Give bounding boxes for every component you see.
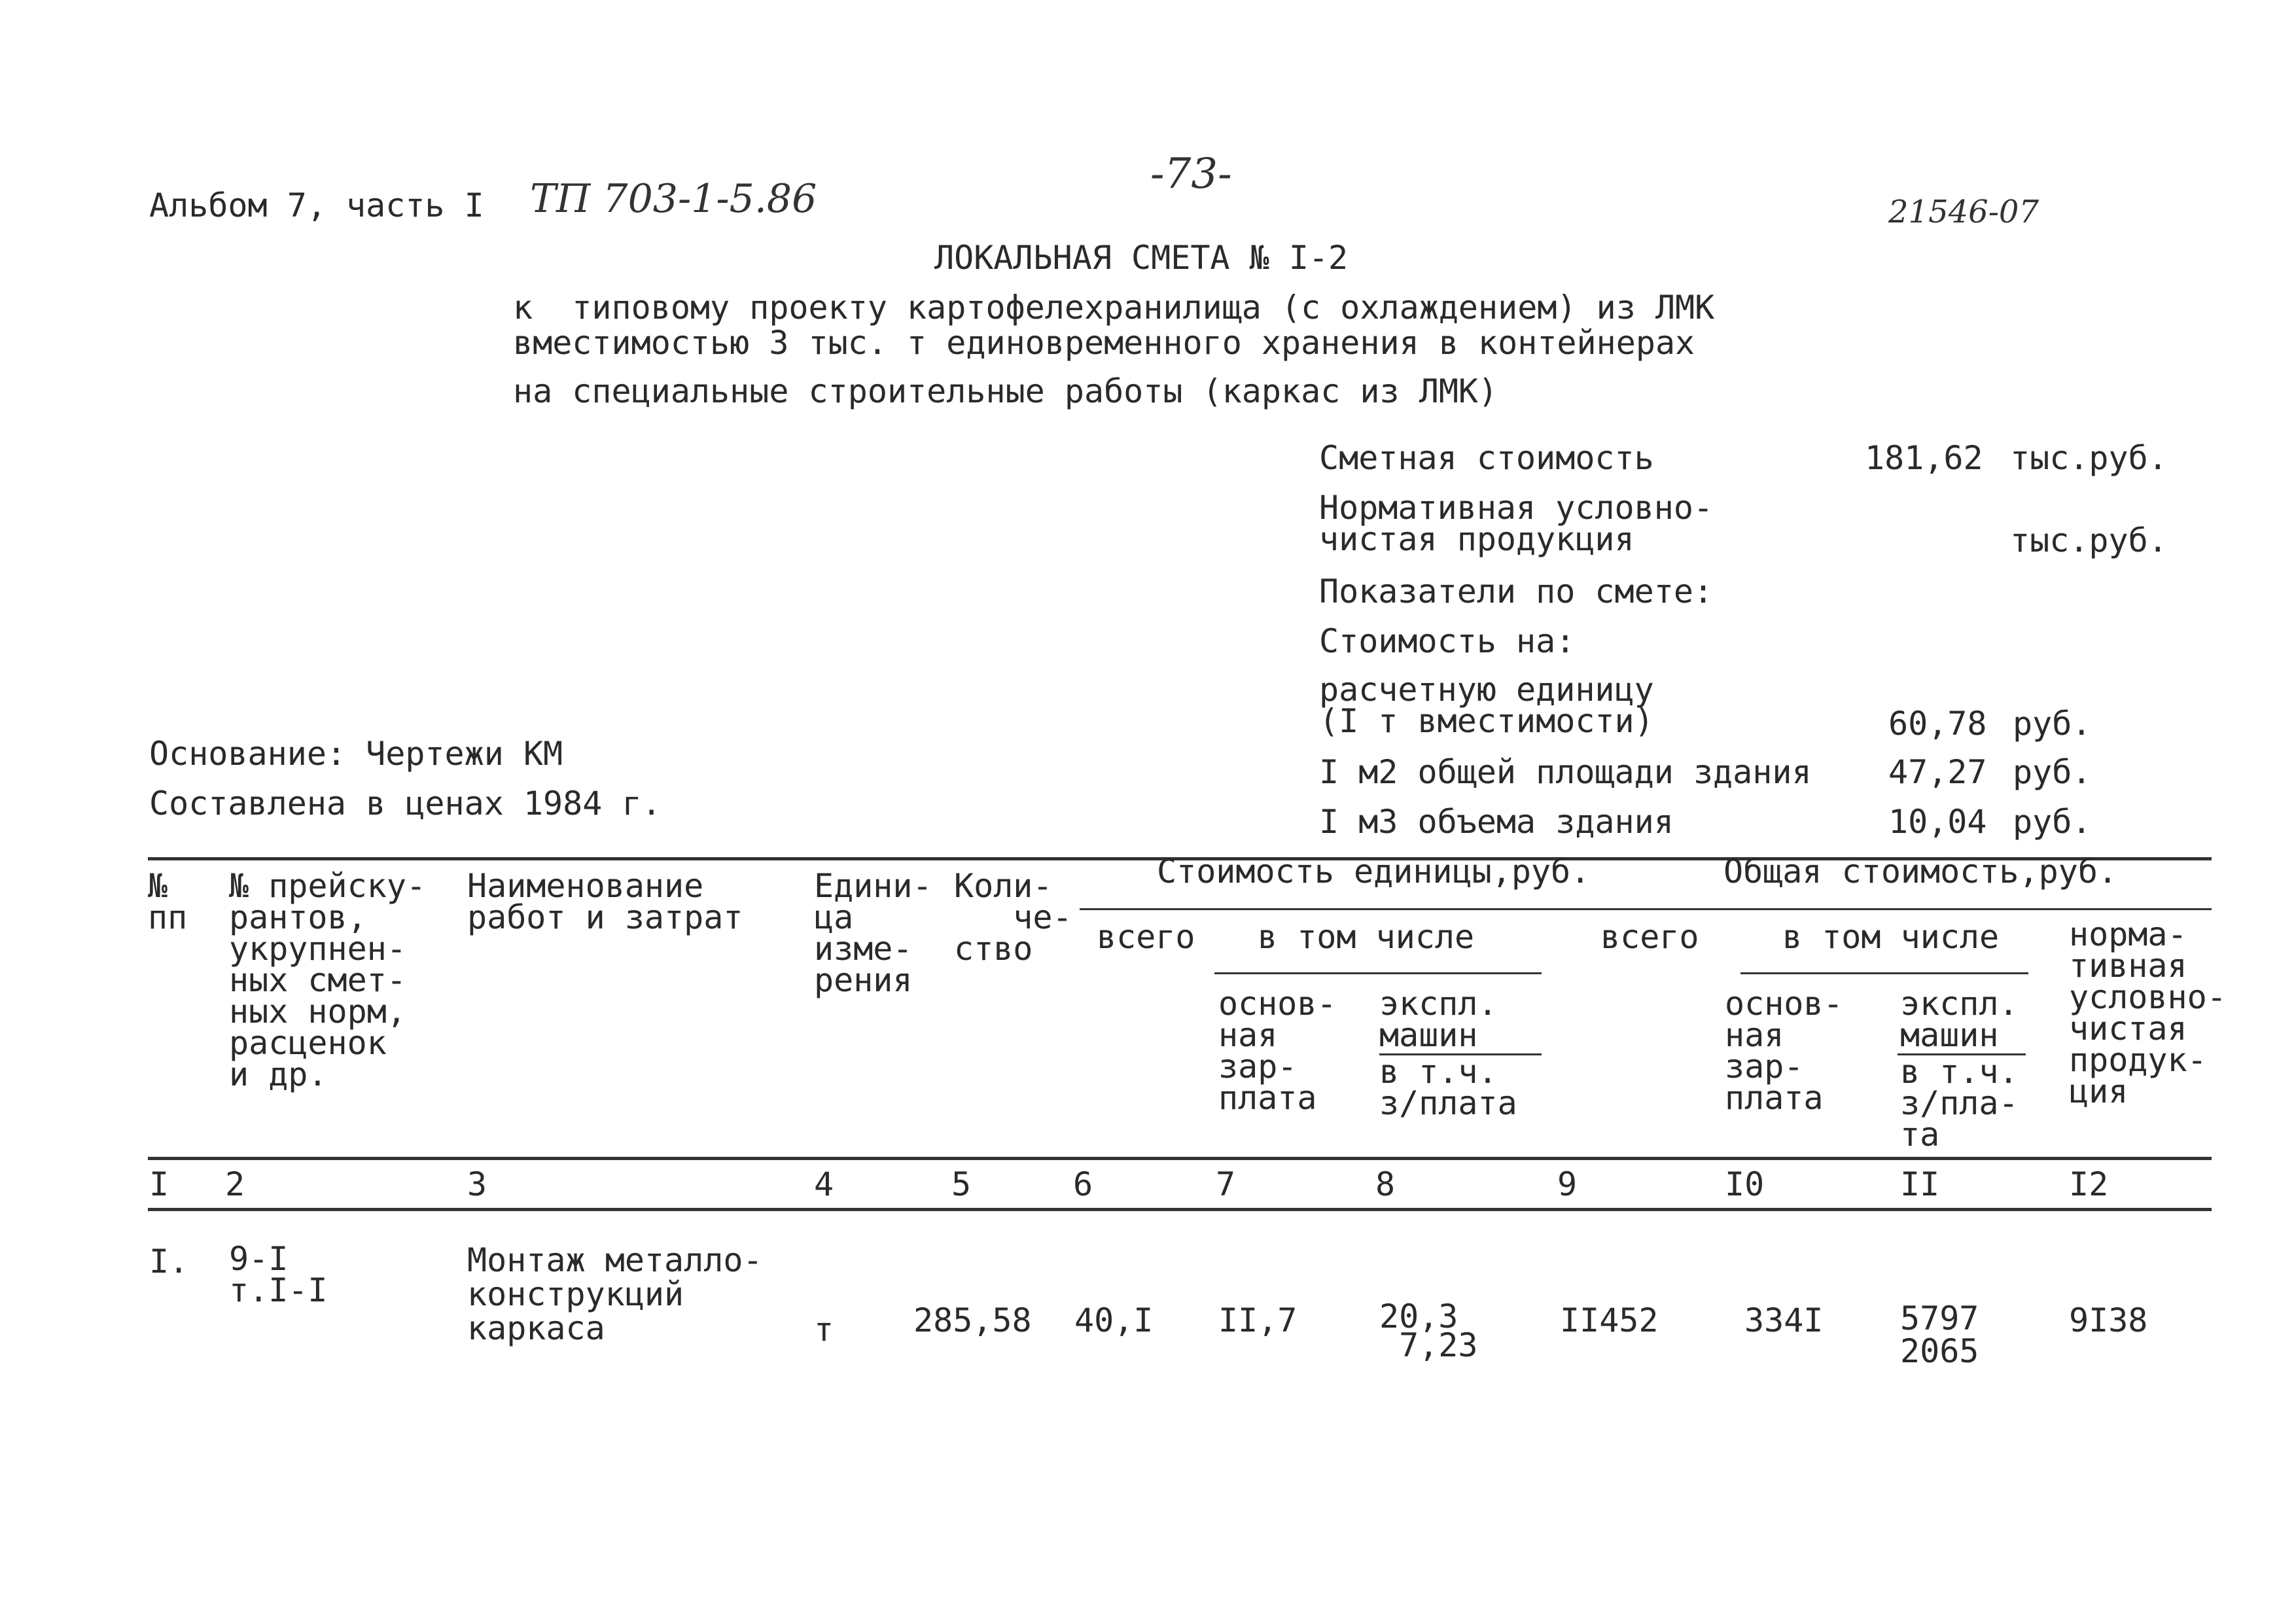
col-base-salary-total-header: основ- ная зар- плата <box>1725 985 1843 1117</box>
header-bottom-rule <box>148 1157 2212 1160</box>
area-cost-unit: руб. <box>2013 753 2092 791</box>
inventory-number: 21546-07 <box>1888 194 2039 230</box>
including-rule-total <box>1740 972 2028 974</box>
column-number: 8 <box>1375 1165 1396 1203</box>
col-unit-including-header: в том числе <box>1258 918 1475 956</box>
row-unit-total: 40,I <box>1074 1301 1154 1339</box>
including-rule-unit <box>1214 972 1542 974</box>
cost-per-label: Стоимость на: <box>1319 622 1576 660</box>
volume-cost-label: I м3 объема здания <box>1319 803 1674 841</box>
group-header-rule <box>1080 908 2212 910</box>
row-unit: т <box>814 1311 834 1349</box>
row-name: Монтаж металло- конструкций каркаса <box>467 1241 763 1347</box>
column-number: II <box>1900 1165 1940 1203</box>
row-normative: 9I38 <box>2069 1301 2148 1339</box>
unit-cost-group-header: Стоимость единицы,руб. <box>1157 853 1591 891</box>
prices-label: Составлена в ценах 1984 г. <box>149 785 662 822</box>
album-label: Альбом 7, часть I <box>149 186 484 224</box>
area-cost-label: I м2 общей площади здания <box>1319 753 1812 791</box>
project-code: ТП 703-1-5.86 <box>530 176 817 222</box>
row-total-base-salary: 334I <box>1744 1301 1824 1339</box>
cost-label: Сметная стоимость <box>1319 439 1654 477</box>
cost-unit: тыс.руб. <box>2010 439 2168 477</box>
area-cost-value: 47,27 <box>1888 753 1987 791</box>
basis-label: Основание: Чертежи КМ <box>149 735 563 773</box>
total-cost-group-header: Общая стоимость,руб. <box>1723 853 2118 891</box>
col-normative-header: норма- тивная условно- чистая продук- ция <box>2069 915 2227 1110</box>
column-number: 4 <box>814 1165 834 1203</box>
column-numbers-rule <box>148 1208 2212 1211</box>
net-product-unit: тыс.руб. <box>2010 521 2168 559</box>
document-title: ЛОКАЛЬНАЯ СМЕТА № I-2 <box>934 239 1349 277</box>
row-total-machines: 5797 2065 <box>1900 1299 1979 1370</box>
column-number: I2 <box>2069 1165 2109 1203</box>
subtitle-line-1: к типовому проекту картофелехранилища (с охлаждением) из ЛМК <box>513 289 1715 327</box>
col-pricelist-header: № прейску- рантов, укрупнен- ных смет- ных норм, расценок и др. <box>229 867 427 1093</box>
unit-cost-label: расчетную единицу (I т вместимости) <box>1319 671 1654 740</box>
volume-cost-unit: руб. <box>2013 803 2092 841</box>
cost-value: 181,62 <box>1865 439 1983 477</box>
unit-cost-value: 60,78 <box>1888 705 1987 743</box>
row-unit-machines: 20,3 7,23 <box>1379 1297 1478 1364</box>
col-total-all-header: всего <box>1600 918 1699 956</box>
subtitle-line-3: на специальные строительные работы (каркас из ЛМК) <box>513 372 1498 410</box>
col-name-header: Наименование работ и затрат <box>467 867 743 936</box>
subtitle-line-2: вместимостью 3 тыс. т единовременного хранения в контейнерах <box>513 324 1695 362</box>
row-unit-base-salary: II,7 <box>1218 1301 1298 1339</box>
volume-cost-value: 10,04 <box>1888 803 1987 841</box>
column-number: 9 <box>1557 1165 1578 1203</box>
col-unit-header: Едини- ца изме- рения <box>814 867 932 999</box>
col-machines-total-header: экспл. машин <box>1900 985 2019 1054</box>
col-qty-header: Коли- че- ство <box>954 867 1072 968</box>
row-code: 9-I т.I-I <box>229 1240 328 1309</box>
col-base-salary-header: основ- ная зар- плата <box>1218 985 1337 1117</box>
indicators-label: Показатели по смете: <box>1319 573 1714 610</box>
col-total-including-header: в том числе <box>1782 918 2000 956</box>
column-number: 5 <box>951 1165 972 1203</box>
col-machines-salary-total-header: в т.ч. з/пла- та <box>1900 1053 2019 1154</box>
column-number: 6 <box>1073 1165 1093 1203</box>
column-number: I0 <box>1725 1165 1765 1203</box>
col-unit-all-header: всего <box>1097 918 1195 956</box>
row-num: I. <box>149 1243 189 1280</box>
column-number: 2 <box>225 1165 245 1203</box>
col-num-header: № пп <box>148 867 188 936</box>
row-qty: 285,58 <box>913 1301 1032 1339</box>
net-product-label: Нормативная условно- чистая продукция <box>1319 489 1714 558</box>
column-number: I <box>149 1165 169 1203</box>
col-machines-salary-header: в т.ч. з/плата <box>1379 1053 1517 1122</box>
page-number: -73- <box>1150 150 1232 198</box>
row-total: II452 <box>1560 1301 1659 1339</box>
column-number: 7 <box>1216 1165 1236 1203</box>
column-number: 3 <box>467 1165 487 1203</box>
unit-cost-unit: руб. <box>2013 705 2092 743</box>
col-machines-header: экспл. машин <box>1379 985 1498 1054</box>
